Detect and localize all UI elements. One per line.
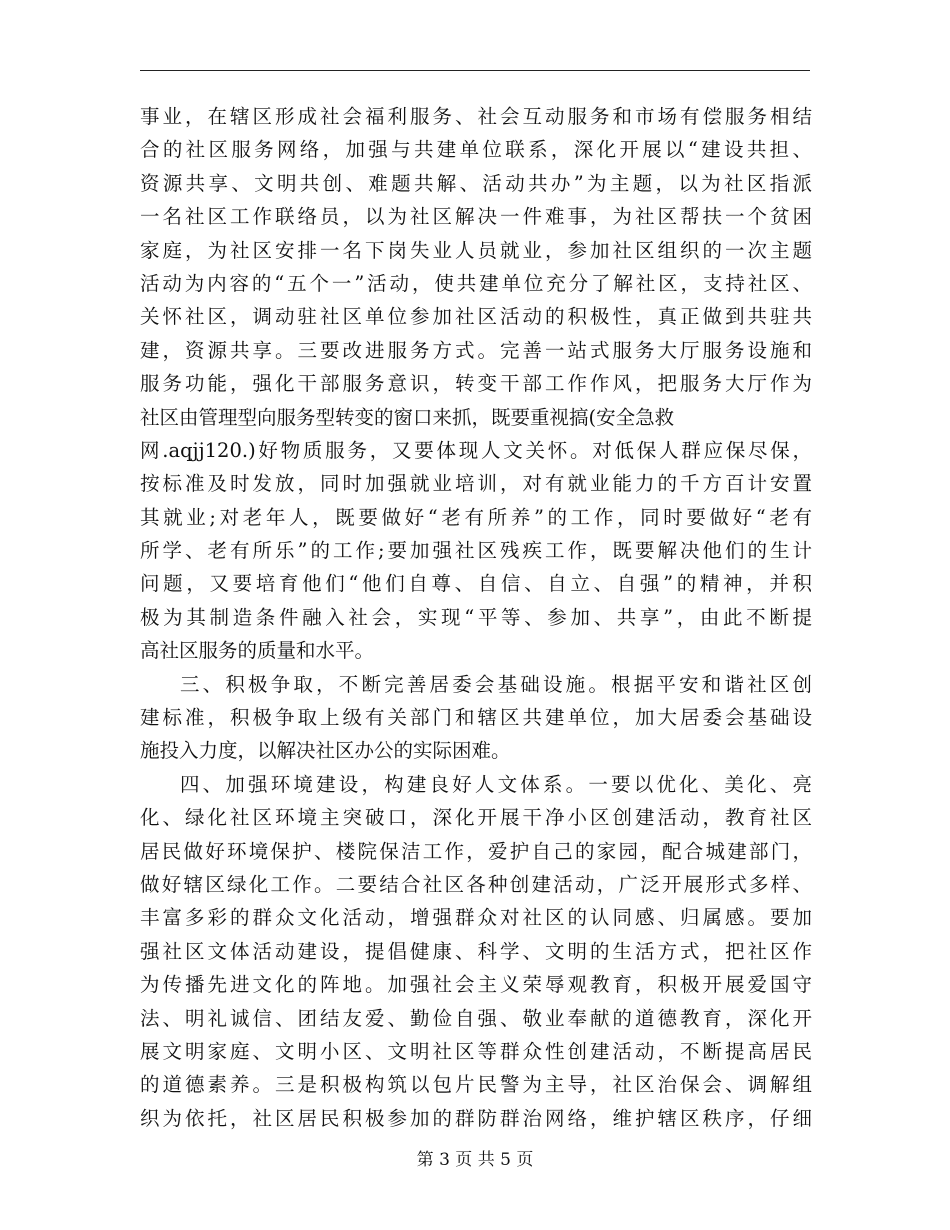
- text-line: 做好辖区绿化工作。二要结合社区各种创建活动，广泛开展形式多样、: [140, 872, 812, 896]
- text-line: 法、明礼诚信、团结友爱、勤俭自强、敬业奉献的道德教育，深化开: [140, 1006, 812, 1030]
- text-line: 的道德素养。三是积极构筑以包片民警为主导，社区治保会、调解组: [140, 1073, 812, 1097]
- text-line: 居民做好环境保护、楼院保洁工作，爱护自己的家园，配合城建部门，: [140, 839, 812, 863]
- text-line: 事业，在辖区形成社会福利服务、社会互动服务和市场有偿服务相结: [140, 105, 812, 128]
- text-line: 合的社区服务网络，加强与共建单位联系，深化开展以“建设共担、: [140, 138, 812, 162]
- text-line: 建，资源共享。三要改进服务方式。完善一站式服务大厅服务设施和: [140, 338, 812, 362]
- text-line: 为传播先进文化的阵地。加强社会主义荣辱观教育，积极开展爱国守: [140, 973, 812, 997]
- text-line: 所学、老有所乐”的工作;要加强社区残疾工作，既要解决他们的生计: [140, 539, 812, 563]
- text-line: 按标准及时发放，同时加强就业培训，对有就业能力的千方百计安置: [140, 472, 812, 496]
- page-footer: [0, 1148, 950, 1172]
- text-line: 展文明家庭、文明小区、文明社区等群众性创建活动，不断提高居民: [140, 1039, 812, 1063]
- text-line: 社区由管理型向服务型转变的窗口来抓，既要重视搞(安全急救: [140, 405, 675, 429]
- paragraph-first-line: 四、加强环境建设，构建良好人文体系。一要以优化、美化、亮: [180, 772, 812, 796]
- text-line: 活动为内容的“五个一”活动，使共建单位充分了解社区，支持社区、: [140, 271, 812, 295]
- paragraph-first-line: 三、积极争取，不断完善居委会基础设施。根据平安和谐社区创: [180, 672, 812, 696]
- text-line: 极为其制造条件融入社会，实现“平等、参加、共享”，由此不断提: [140, 605, 812, 629]
- text-line: 资源共享、文明共创、难题共解、活动共办”为主题，以为社区指派: [140, 171, 812, 195]
- text-line: 建标准，积极争取上级有关部门和辖区共建单位，加大居委会基础设: [140, 706, 812, 730]
- text-line: 织为依托，社区居民积极参加的群防群治网络，维护辖区秩序，仔细: [140, 1106, 812, 1130]
- page-number: 第 3 页 共 5 页: [416, 1150, 534, 1170]
- text-line: 一名社区工作联络员，以为社区解决一件难事，为社区帮扶一个贫困: [140, 205, 812, 229]
- text-line: 问题，又要培育他们“他们自尊、自信、自立、自强”的精神，并积: [140, 572, 812, 596]
- text-line: 施投入力度，以解决社区办公的实际困难。: [140, 739, 511, 763]
- text-line: 其就业;对老年人，既要做好“老有所养”的工作，同时要做好“老有: [140, 505, 812, 529]
- text-line: 高社区服务的质量和水平。: [140, 639, 375, 663]
- text-line: 强社区文体活动建设，提倡健康、科学、文明的生活方式，把社区作: [140, 939, 812, 963]
- text-line: 化、绿化社区环境主突破口，深化开展干净小区创建活动，教育社区: [140, 806, 812, 830]
- text-line: 丰富多彩的群众文化活动，增强群众对社区的认同感、归属感。要加: [140, 906, 812, 930]
- document-body: [140, 100, 812, 1135]
- text-line: 服务功能，强化干部服务意识，转变干部工作作风，把服务大厅作为: [140, 372, 812, 396]
- header-rule: [140, 70, 810, 71]
- text-line: 家庭，为社区安排一名下岗失业人员就业，参加社区组织的一次主题: [140, 238, 812, 262]
- text-line: 关怀社区，调动驻社区单位参加社区活动的积极性，真正做到共驻共: [140, 305, 812, 329]
- text-line: 网.aqjj120.)好物质服务，又要体现人文关怀。对低保人群应保尽保，: [140, 438, 812, 462]
